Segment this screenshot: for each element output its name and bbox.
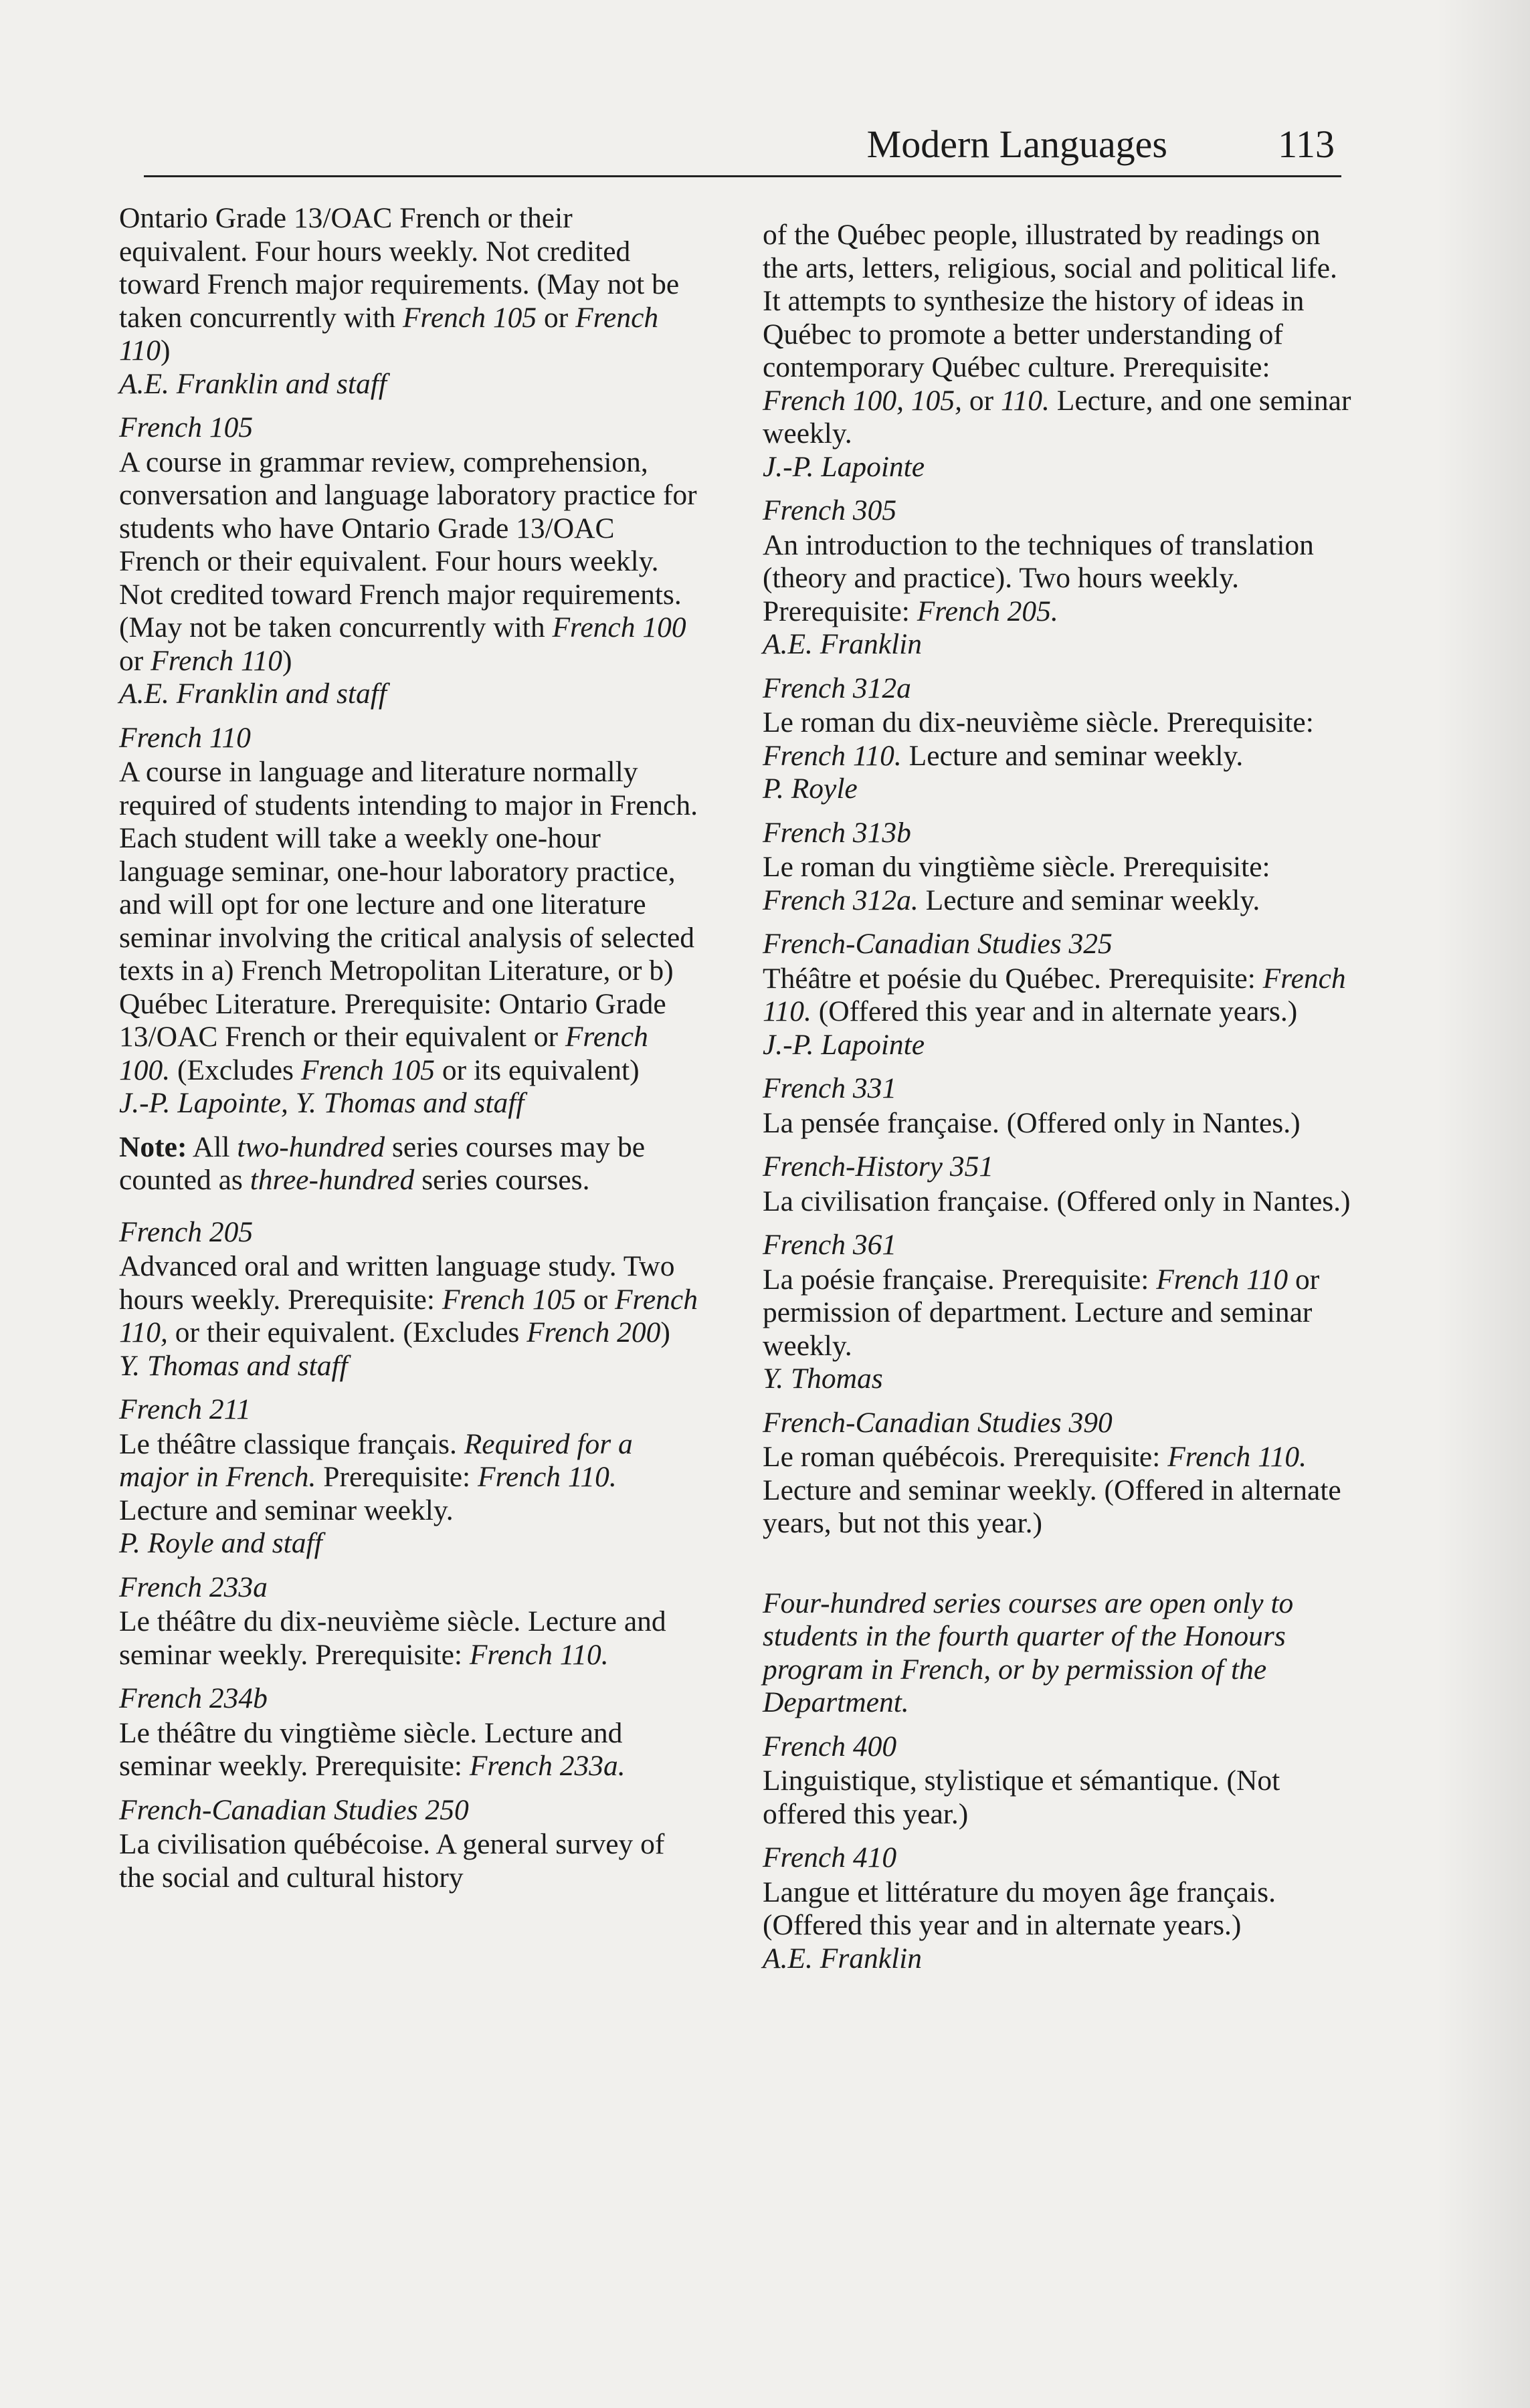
course-entry-french-105 bbox=[119, 411, 701, 711]
course-title: French 211 bbox=[119, 1393, 251, 1425]
course-title: French-Canadian Studies 390 bbox=[763, 1406, 1113, 1439]
course-description: Le théâtre du vingtième siècle. Lecture and seminar weekly. Prerequisite: French 233a. bbox=[119, 1716, 626, 1782]
course-ref: French 110, bbox=[119, 1283, 698, 1348]
course-ref: French 105 bbox=[300, 1054, 435, 1086]
instructor: A.E. Franklin and staff bbox=[119, 367, 387, 400]
course-description: A course in grammar review, comprehension, conversation and language laboratory practice for students who have Ontario Grade 13/OAC French or their equivalent. Four hours weekly. Not credited toward French major requirements. (May not be taken concurrently with French 100 or French 110) bbox=[119, 445, 697, 677]
course-title: French 105 bbox=[119, 411, 254, 443]
course-title: French 361 bbox=[763, 1229, 897, 1261]
course-entry-french-331 bbox=[763, 1072, 1351, 1140]
course-entry-fh-351 bbox=[763, 1150, 1351, 1218]
course-title: French-Canadian Studies 250 bbox=[119, 1793, 469, 1826]
course-description: La pensée française. (Offered only in Nantes.) bbox=[763, 1106, 1301, 1139]
course-ref: French 110 bbox=[1156, 1263, 1288, 1296]
course-ref: French 233a. bbox=[469, 1750, 626, 1782]
entry-description: of the Québec people, illustrated by readings on the arts, letters, religious, social and political life. It attempts to synthesize the history of ideas in Québec to promote a better understanding of contemporary Québec culture. Prerequisite: French 100, 105, or 110. Lecture, and one seminar weekly. bbox=[763, 219, 1351, 449]
course-description: Advanced oral and written language study. Two hours weekly. Prerequisite: French 105 or French 110, or their equivalent. (Excludes French 200) bbox=[119, 1250, 698, 1348]
course-description: La poésie française. Prerequisite: French 110 or permission of department. Lecture and seminar weekly. bbox=[763, 1263, 1320, 1362]
course-description: Langue et littérature du moyen âge français. (Offered this year and in alternate years.) bbox=[763, 1876, 1276, 1941]
course-ref: French 110. bbox=[478, 1461, 617, 1493]
course-ref: French 205. bbox=[917, 595, 1058, 627]
course-entry-french-305 bbox=[763, 494, 1351, 662]
course-ref: French 110 bbox=[151, 644, 283, 677]
course-entry-fcs-390 bbox=[763, 1407, 1351, 1540]
right-column bbox=[763, 219, 1351, 1986]
course-entry-french-110 bbox=[119, 722, 701, 1120]
left-column bbox=[119, 202, 701, 1905]
instructor: A.E. Franklin bbox=[763, 1942, 922, 1975]
course-entry-french-205 bbox=[119, 1216, 701, 1383]
course-entry-french-313b bbox=[763, 817, 1351, 918]
course-title: French 205 bbox=[119, 1215, 254, 1248]
course-title: French 400 bbox=[763, 1730, 897, 1763]
instructor: J.-P. Lapointe bbox=[763, 450, 925, 483]
instructor: Y. Thomas and staff bbox=[119, 1349, 348, 1382]
course-description: Linguistique, stylistique et sémantique. (Not offered this year.) bbox=[763, 1765, 1280, 1830]
course-description: An introduction to the techniques of translation (theory and practice). Two hours weekly. Prerequisite: French 205. bbox=[763, 528, 1314, 627]
course-title: French 305 bbox=[763, 494, 897, 526]
instructor: Y. Thomas bbox=[763, 1363, 883, 1395]
course-title: French-Canadian Studies 325 bbox=[763, 928, 1113, 960]
course-title: French 312a bbox=[763, 672, 911, 704]
course-ref: French 105 bbox=[402, 301, 537, 334]
course-description: A course in language and literature normally required of students intending to major in French. Each student will take a weekly one-hour language seminar, one-hour laboratory practice, and will opt for one lecture and one literature seminar involving the critical analysis of selected texts in a) French Metropolitan Literature, or b) Québec Literature. Prerequisite: Ontario Grade 13/OAC French or their equivalent or French 100. (Excludes French 105 or its equivalent) bbox=[119, 756, 698, 1086]
course-description: Le roman québécois. Prerequisite: French 110. Lecture and seminar weekly. (Offered in alternate years, but not this year.) bbox=[763, 1441, 1341, 1539]
course-ref: French 110. bbox=[763, 962, 1346, 1027]
course-ref: French 110. bbox=[763, 739, 902, 772]
instructor: A.E. Franklin bbox=[763, 628, 922, 660]
entry-description: Ontario Grade 13/OAC French or their equivalent. Four hours weekly. Not credited toward French major requirements. (May not be taken concurrently with French 105 or French 110) bbox=[119, 202, 680, 367]
page-edge-shadow bbox=[1436, 0, 1530, 2408]
course-title: French 331 bbox=[763, 1072, 897, 1104]
requirement-note: Required for a major in French. bbox=[119, 1427, 633, 1493]
instructor: J.-P. Lapointe, Y. Thomas and staff bbox=[119, 1087, 524, 1119]
course-description: La civilisation québécoise. A general survey of the social and cultural history bbox=[119, 1828, 665, 1894]
course-description: Le roman du vingtième siècle. Prerequisite: French 312a. Lecture and seminar weekly. bbox=[763, 851, 1270, 916]
continued-entry bbox=[119, 202, 701, 401]
instructor: A.E. Franklin and staff bbox=[119, 678, 387, 710]
course-entry-french-211 bbox=[119, 1393, 701, 1561]
course-description: Le théâtre classique français. Required for a major in French. Prerequisite: French 110. Lecture and seminar weekly. bbox=[119, 1427, 633, 1526]
course-entry-french-233a bbox=[119, 1571, 701, 1672]
note-label: Note: bbox=[119, 1130, 187, 1163]
course-title: French 233a bbox=[119, 1571, 268, 1603]
running-header bbox=[144, 114, 1348, 175]
course-ref: French 100 bbox=[552, 611, 686, 643]
course-entry-fcs-325 bbox=[763, 928, 1351, 1062]
course-ref: French 100. bbox=[119, 1021, 648, 1086]
course-ref: French 105 bbox=[442, 1283, 576, 1316]
course-ref: French 110. bbox=[1167, 1441, 1307, 1473]
instructor: P. Royle and staff bbox=[119, 1527, 322, 1559]
course-entry-french-410 bbox=[763, 1841, 1351, 1975]
header-rule bbox=[144, 175, 1341, 177]
honours-intro: Four-hundred series courses are open only to students in the fourth quarter of the Honours program in French, or by permission of the Department. bbox=[763, 1587, 1294, 1718]
course-ref: 110. bbox=[1001, 384, 1050, 417]
instructor: P. Royle bbox=[763, 773, 858, 805]
course-entry-french-312a bbox=[763, 672, 1351, 806]
course-title: French-History 351 bbox=[763, 1150, 994, 1183]
instructor: J.-P. Lapointe bbox=[763, 1028, 925, 1061]
page-number: 113 bbox=[1278, 122, 1335, 166]
course-entry-french-400 bbox=[763, 1730, 1351, 1831]
course-entry-french-361 bbox=[763, 1229, 1351, 1396]
course-title: French 313b bbox=[763, 816, 911, 849]
continued-entry bbox=[763, 219, 1351, 484]
course-description: Le théâtre du dix-neuvième siècle. Lecture and seminar weekly. Prerequisite: French 110. bbox=[119, 1605, 666, 1671]
course-description: Le roman du dix-neuvième siècle. Prerequisite: French 110. Lecture and seminar weekly. bbox=[763, 706, 1314, 772]
note: Note: All two-hundred series courses may be counted as three-hundred series courses. bbox=[119, 1130, 646, 1196]
course-ref: French 110. bbox=[469, 1638, 609, 1671]
course-ref: French 110 bbox=[119, 301, 659, 367]
course-title: French 110 bbox=[119, 721, 251, 754]
course-description: La civilisation française. (Offered only in Nantes.) bbox=[763, 1185, 1351, 1217]
course-title: French 410 bbox=[763, 1841, 897, 1874]
course-description: Théâtre et poésie du Québec. Prerequisite: French 110. (Offered this year and in alternate years.) bbox=[763, 962, 1346, 1027]
course-entry-fcs-250 bbox=[119, 1794, 701, 1895]
course-ref: French 100, 105, bbox=[763, 384, 963, 417]
course-ref: French 312a. bbox=[763, 884, 919, 916]
course-ref: French 200 bbox=[527, 1316, 661, 1348]
course-entry-french-234b bbox=[119, 1682, 701, 1783]
section-title: Modern Languages bbox=[866, 122, 1167, 166]
course-title: French 234b bbox=[119, 1682, 268, 1714]
